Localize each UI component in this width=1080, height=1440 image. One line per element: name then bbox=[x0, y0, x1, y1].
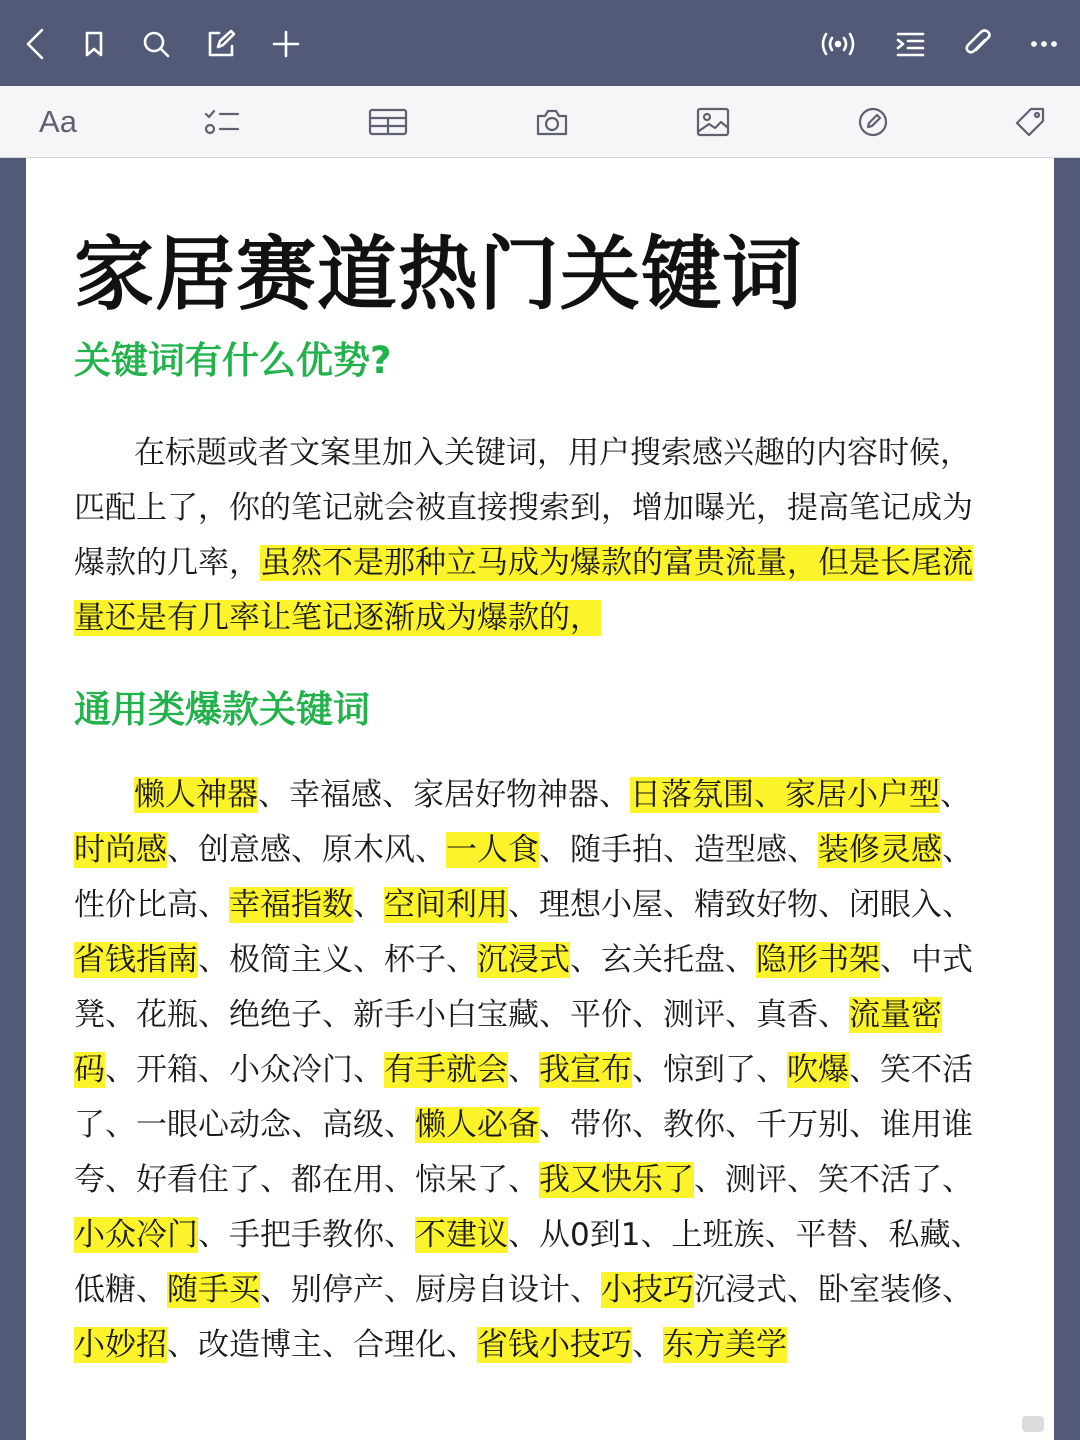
text-run: 、理想小屋、精致好物、闭眼入、 bbox=[508, 887, 973, 923]
text-style-label: Aa bbox=[39, 104, 77, 139]
highlighted-text: 随手买 bbox=[167, 1272, 260, 1308]
advantages-paragraph bbox=[74, 426, 994, 646]
list-indent-icon[interactable] bbox=[890, 24, 930, 64]
highlighted-text: 隐形书架 bbox=[756, 942, 880, 978]
tag-icon[interactable] bbox=[1008, 102, 1052, 142]
plus-icon[interactable] bbox=[266, 24, 306, 64]
text-run: 、玄关托盘、 bbox=[570, 942, 756, 978]
highlighted-text: 幸福指数 bbox=[229, 887, 353, 923]
section-heading-keywords: 通用类爆款关键词 bbox=[74, 688, 370, 731]
text-run: 、 bbox=[632, 1327, 663, 1363]
text-run: 、极简主义、杯子、 bbox=[198, 942, 477, 978]
broadcast-icon[interactable] bbox=[818, 24, 858, 64]
highlighted-text: 我宣布 bbox=[539, 1052, 632, 1088]
highlighted-text: 有手就会 bbox=[384, 1052, 508, 1088]
keywords-paragraph bbox=[74, 768, 994, 1373]
text-run: 、幸福感、家居好物神器、 bbox=[258, 777, 630, 813]
highlighted-text: 流量密码 bbox=[74, 997, 942, 1088]
pen-circle-icon[interactable] bbox=[851, 102, 895, 142]
highlighted-text: 时尚感 bbox=[74, 832, 167, 868]
text-run: 、 bbox=[508, 1052, 539, 1088]
text-run: 、测评、笑不活了、 bbox=[694, 1162, 973, 1198]
more-icon[interactable] bbox=[1024, 24, 1064, 64]
text-run: 、手把手教你、 bbox=[198, 1217, 415, 1253]
text-run: 在标题或者文案里加入关键词，用户搜索感兴趣的内容时候，匹配上了，你的笔记就会被直接搜索到，增加曝光，提高笔记成为爆款的几率， bbox=[74, 435, 973, 581]
bookmark-icon[interactable] bbox=[74, 24, 114, 64]
highlighted-text: 我又快乐了 bbox=[539, 1162, 694, 1198]
page-title: 家居赛道热门关键词 bbox=[74, 228, 803, 321]
text-run: 、惊到了、 bbox=[632, 1052, 787, 1088]
highlighted-text: 日落氛围、家居小户型 bbox=[630, 777, 940, 813]
text-run: 、改造博主、合理化、 bbox=[167, 1327, 477, 1363]
highlighted-text: 虽然不是那种立马成为爆款的富贵流量，但是长尾流量还是有几率让笔记逐渐成为爆款的， bbox=[74, 545, 973, 636]
text-style-button[interactable] bbox=[36, 102, 80, 142]
camera-icon[interactable] bbox=[530, 102, 574, 142]
highlighted-text: 东方美学 bbox=[663, 1327, 787, 1363]
text-run: 、 bbox=[940, 777, 971, 813]
highlighted-text: 小众冷门 bbox=[74, 1217, 198, 1253]
highlighted-text: 懒人神器 bbox=[134, 777, 258, 813]
highlighted-text: 吹爆 bbox=[787, 1052, 849, 1088]
format-toolbar bbox=[0, 86, 1080, 158]
highlighted-text: 不建议 bbox=[415, 1217, 508, 1253]
text-run: 沉浸式、卧室装修、 bbox=[694, 1272, 973, 1308]
text-run: 、别停产、厨房自设计、 bbox=[260, 1272, 601, 1308]
highlighted-text: 沉浸式 bbox=[477, 942, 570, 978]
highlighted-text: 小技巧 bbox=[601, 1272, 694, 1308]
text-run: 、性价比高、 bbox=[74, 832, 973, 923]
document-page[interactable] bbox=[26, 158, 1054, 1440]
highlighted-text: 装修灵感 bbox=[818, 832, 942, 868]
highlighted-text: 省钱小技巧 bbox=[477, 1327, 632, 1363]
text-run: 、带你、教你、千万别、谁用谁夸、好看住了、都在用、惊呆了、 bbox=[74, 1107, 973, 1198]
highlighted-text: 一人食 bbox=[446, 832, 539, 868]
search-icon[interactable] bbox=[136, 24, 176, 64]
text-run: 、从0到1、上班族、平替、私藏、低糖、 bbox=[74, 1217, 982, 1308]
highlighted-text: 空间利用 bbox=[384, 887, 508, 923]
text-run: 、中式凳、花瓶、绝绝子、新手小白宝藏、平价、测评、真香、 bbox=[74, 942, 973, 1033]
text-run: 、开箱、小众冷门、 bbox=[105, 1052, 384, 1088]
highlighted-text: 省钱指南 bbox=[74, 942, 198, 978]
attachment-icon[interactable] bbox=[958, 24, 998, 64]
highlighted-text: 懒人必备 bbox=[415, 1107, 539, 1143]
checklist-icon[interactable] bbox=[200, 102, 244, 142]
image-icon[interactable] bbox=[691, 102, 735, 142]
highlighted-text: 小妙招 bbox=[74, 1327, 167, 1363]
text-run: 、创意感、原木风、 bbox=[167, 832, 446, 868]
text-run: 、笑不活了、一眼心动念、高级、 bbox=[74, 1052, 973, 1143]
text-run: 、随手拍、造型感、 bbox=[539, 832, 818, 868]
text-run: 、 bbox=[353, 887, 384, 923]
back-icon[interactable] bbox=[16, 24, 56, 64]
section-heading-advantages: 关键词有什么优势? bbox=[74, 339, 392, 382]
top-app-bar bbox=[0, 0, 1080, 86]
table-icon[interactable] bbox=[366, 102, 410, 142]
edit-icon[interactable] bbox=[201, 24, 241, 64]
watermark-badge bbox=[1022, 1416, 1044, 1432]
